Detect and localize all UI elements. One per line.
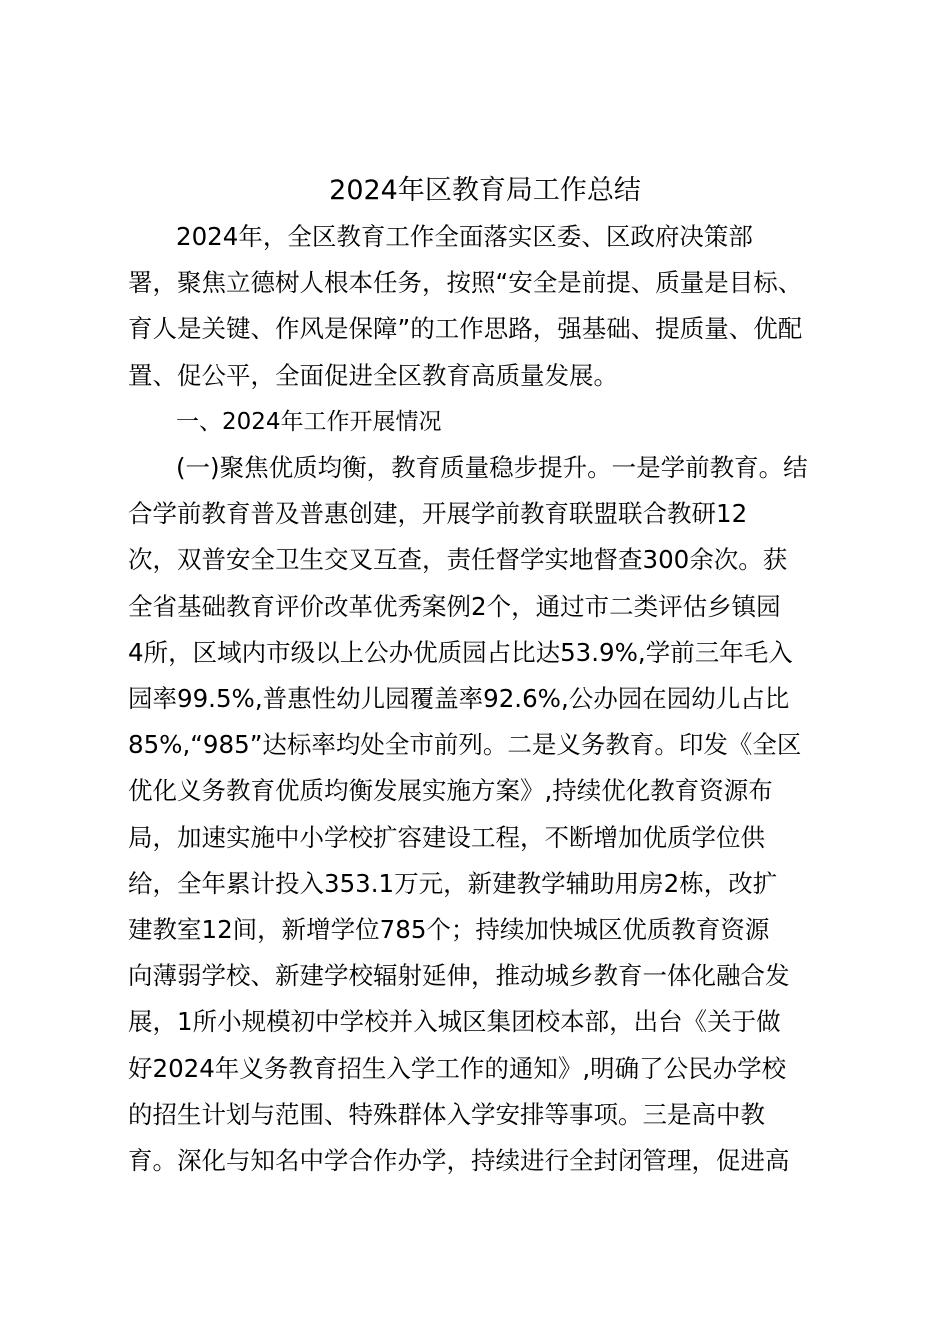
- text-line: 好2024年义务教育招生入学工作的通知》,明确了公民办学校: [128, 1053, 787, 1083]
- text-line: 85%,“985”达标率均处全市前列。二是义务教育。印发《全区: [128, 730, 802, 760]
- text-line: (一)聚焦优质均衡，教育质量稳步提升。一是学前教育。结: [176, 453, 808, 483]
- text-line: 优化义务教育优质均衡发展实施方案》,持续优化教育资源布: [128, 776, 773, 806]
- text-line: 署，聚焦立德树人根本任务，按照“安全是前提、质量是目标、: [128, 268, 803, 298]
- text-line: 育。深化与知名中学合作办学，持续进行全封闭管理，促进高: [128, 1146, 790, 1176]
- text-line: 合学前教育普及普惠创建，开展学前教育联盟联合教研12: [128, 499, 748, 529]
- body-paragraph: [128, 445, 832, 1184]
- text-line: 4所，区域内市级以上公办优质园占比达53.9%,学前三年毛入: [128, 637, 793, 667]
- text-line: 建教室12间，新增学位785个；持续加快城区优质教育资源: [128, 915, 770, 945]
- text-line: 园率99.5%,普惠性幼儿园覆盖率92.6%,公办园在园幼儿占比: [128, 684, 790, 714]
- text-line: 育人是关键、作风是保障”的工作思路，强基础、提质量、优配: [128, 314, 803, 344]
- document-page: [128, 168, 832, 1184]
- text-line: 次，双普安全卫生交叉互查，责任督学实地督查300余次。获: [128, 545, 788, 575]
- text-line: 的招生计划与范围、特殊群体入学安排等事项。三是高中教: [128, 1099, 765, 1129]
- document-title: 2024年区教育局工作总结: [329, 175, 641, 206]
- text-line: 展，1所小规模初中学校并入城区集团校本部，出台《关于做: [128, 1007, 781, 1037]
- text-line: 局，加速实施中小学校扩容建设工程，不断增加优质学位供: [128, 822, 765, 852]
- text-line: 置、促公平，全面促进全区教育高质量发展。: [128, 360, 618, 390]
- text-line: 向薄弱学校、新建学校辐射延伸，推动城乡教育一体化融合发: [128, 961, 790, 991]
- text-line: 2024年，全区教育工作全面落实区委、区政府决策部: [176, 222, 753, 251]
- section-heading: 一、2024年工作开展情况: [176, 408, 442, 435]
- intro-paragraph: [128, 214, 832, 399]
- text-line: 给，全年累计投入353.1万元，新建教学辅助用房2栋，改扩: [128, 868, 778, 898]
- text-line: 全省基础教育评价改革优秀案例2个，通过市二类评估乡镇园: [128, 591, 781, 621]
